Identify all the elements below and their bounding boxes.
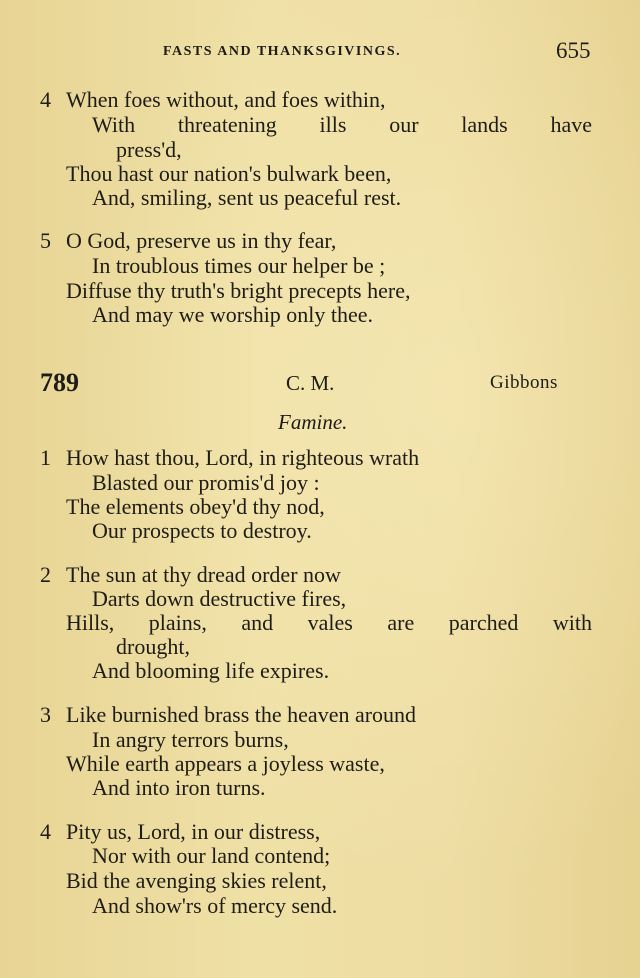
verse-line: Nor with our land contend; [92, 843, 331, 868]
verse-line: Hills, plains, and vales are parched with [66, 610, 592, 635]
verse-line: And, smiling, sent us peaceful rest. [92, 185, 402, 210]
hymn-number: 789 [40, 368, 79, 397]
hymn-composer: Gibbons [490, 372, 558, 393]
verse-line: drought, [116, 634, 190, 659]
verse-line: The elements obey'd thy nod, [66, 494, 325, 519]
page-header [0, 38, 640, 68]
verse-number: 3 [40, 702, 51, 727]
page-number: 655 [556, 38, 591, 63]
verse-line: When foes without, and foes within, [66, 87, 386, 112]
hymn-meter: C. M. [286, 371, 335, 395]
verse-line: Blasted our promis'd joy : [92, 470, 320, 495]
verse-line: And may we worship only thee. [92, 302, 374, 327]
verse-line: Bid the avenging skies relent, [66, 868, 327, 893]
verse-line: With threatening ills our lands have [92, 112, 592, 137]
verse-number: 1 [40, 445, 51, 470]
verse-line: press'd, [116, 137, 182, 162]
verse-line: How hast thou, Lord, in righteous wrath [66, 445, 420, 470]
verse-line: While earth appears a joyless waste, [66, 751, 385, 776]
verse-line: Diffuse thy truth's bright precepts here, [66, 278, 411, 303]
verse-line: The sun at thy dread order now [66, 562, 341, 587]
verse-line: And into iron turns. [92, 775, 266, 800]
verse-number: 4 [40, 819, 51, 844]
verse-number: 5 [40, 228, 51, 253]
verse-number: 4 [40, 87, 51, 112]
running-head: FASTS AND THANKSGIVINGS. [163, 44, 402, 59]
verse-number: 2 [40, 562, 51, 587]
verse-line: In troublous times our helper be ; [92, 253, 386, 278]
hymn-title: Famine. [278, 410, 348, 434]
verse-line: In angry terrors burns, [92, 727, 289, 752]
verse-line: Our prospects to destroy. [92, 518, 312, 543]
verse-line: Like burnished brass the heaven around [66, 702, 417, 727]
verse-line: Thou hast our nation's bulwark been, [66, 161, 392, 186]
verse-line: O God, preserve us in thy fear, [66, 228, 337, 253]
verse-line: Pity us, Lord, in our distress, [66, 819, 321, 844]
verse-line: And show'rs of mercy send. [92, 893, 338, 918]
verse-line: Darts down destructive fires, [92, 586, 347, 611]
verse-line: And blooming life expires. [92, 658, 330, 683]
